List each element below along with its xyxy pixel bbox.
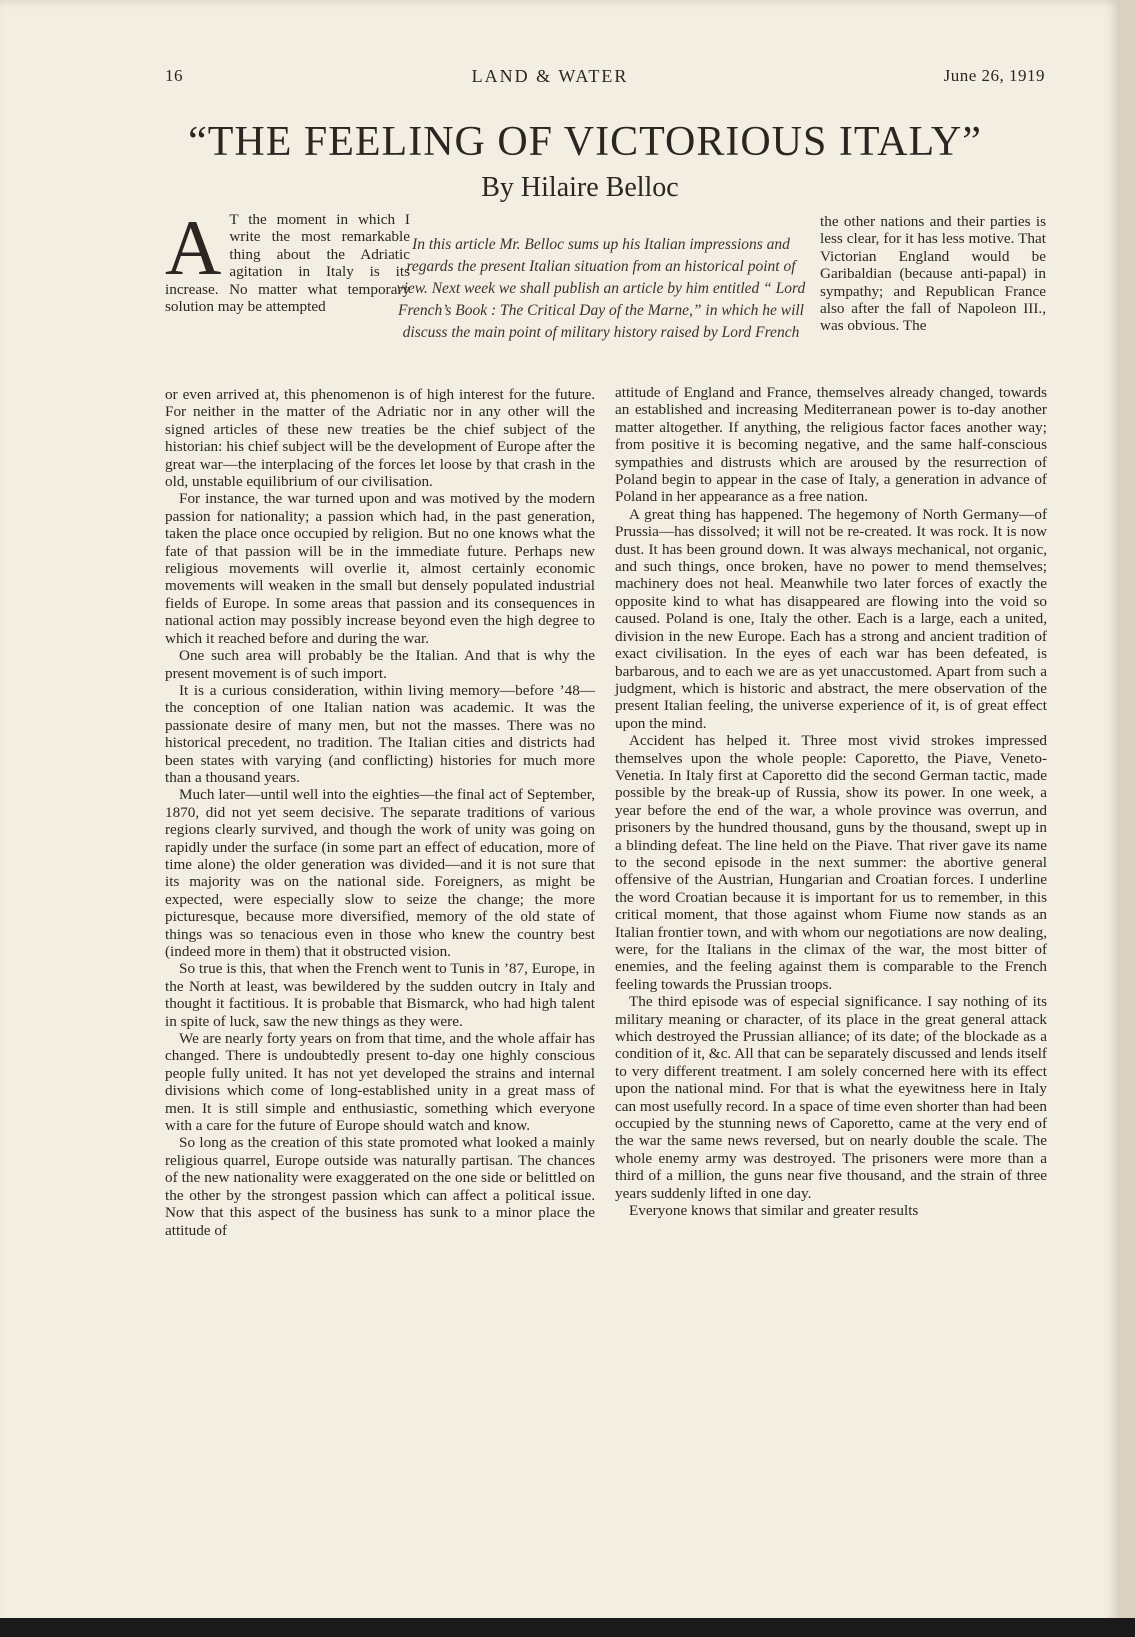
paragraph: Accident has helped it. Three most vivid strokes impressed themselves upon the whole people: Caporetto, the Piave, Veneto-Venetia. In Italy first at Caporetto did the second German tactic, made possible by the break-up of Russia, show its power. In one week, a year before the end of the war, a whole province was overrun, and prisoners by the hundred thousand, guns by the thousand, swept up in a blinding defeat. The line held on the Piave. That river gave its name to the second episode in the next summer: the abortive general offensive of the Austrian, Hungarian and Croatian forces. I underline the word Croatian because it is important for us to remember, in this critical moment, that those against whom Fiume now stands as an Italian frontier town, and with whom our negotiations are now dealing, were, for the Italians in the climax of the war, the most bitter of enemies, and the feeling against them is comparable to the French feeling towards the Prussian troops.: [615, 732, 1047, 993]
right-column: [615, 384, 1047, 1220]
intro-right-text: the other nations and their parties is less clear, for it has less motive. That Victorian England would be Garibaldian (because anti-papal) in sympathy; and Republican France also after the fall of Napoleon III., was obvious. The: [820, 213, 1046, 335]
paragraph: We are nearly forty years on from that time, and the whole affair has changed. There is undoubtedly present to-day one highly conscious people fully united. It has not yet developed the strains and internal divisions which come of long-established unity in a great mass of men. It is still simple and enthusiastic, something which everyone with a care for the future of Europe should watch and know.: [165, 1030, 595, 1135]
paragraph: Everyone knows that similar and greater results: [629, 1202, 919, 1220]
page-edge: [1120, 0, 1135, 1637]
page-number: 16: [165, 66, 183, 85]
paragraph: So true is this, that when the French went to Tunis in ’87, Europe, in the North at least, was bewildered by the sudden outcry in Italy and thought it factitious. It is probable that Bismarck, who had high talent in spite of luck, saw the new things as they were.: [165, 960, 595, 1030]
paragraph: For instance, the war turned upon and was motived by the modern passion for nationality; a passion which had, in the past generation, taken the place once occupied by religion. But no one knows what the fate of that passion will be in the immediate future. Perhaps new religious movements will overlie it, almost certainly economic movements will weaken in the small but densely populated industrial fields of Europe. In some areas that passion and its consequences in national action may possibly increase beyond even the high degree to which it reached before and during the war.: [165, 490, 595, 647]
paragraph: or even arrived at, this phenomenon is of high interest for the future. For neither in the matter of the Adriatic nor in any other will the signed articles of these new treaties be the chief subject of the historian: his chief subject will be the development of Europe after the great war—the interplacing of the forces let loose by that crash in the old, unstable equilibrium of our civilisation.: [165, 386, 595, 491]
article-byline: By Hilaire Belloc: [481, 172, 679, 203]
paragraph: It is a curious consideration, within living memory—before ’48—the conception of one Italian nation was academic. It was the passionate desire of many men, but not the masses. There was no historical precedent, no tradition. The Italian cities and districts had been states with varying (and conflicting) histories for much more than a thousand years.: [165, 681, 595, 786]
paragraph: One such area will probably be the Italian. And that is why the present movement is of such import.: [165, 647, 595, 682]
editor-summary: In this article Mr. Belloc sums up his Italian impressions and regards the present Italian situation from an historical point of view. Next week we shall publish an article by him entitled “ Lord French’s Book : The Critical Day of the Marne,” in which he will discuss the main point of military history raised by Lord French: [396, 236, 806, 341]
paragraph: A great thing has happened. The hegemony of North Germany—of Prussia—has dissolved; it will not be re-created. It was rock. It is now dust. It has been ground down. It was always mechanical, not organic, and such things, once broken, have no power to mend themselves; machinery does not heal. Meanwhile two later forces of exactly the opposite kind to what has disappeared are flowing into the void so caused. Poland is one, Italy the other. Each is a large, each a united, division in the new Europe. Each has a strong and ancient tradition of exact civilisation. In the eyes of each war has been defeated, is barbarous, and to each we are as yet unaccustomed. Apart from such a judgment, which is historic and abstract, the mere observation of the present Italian feeling, the universe experience of it, is of great effect upon the mind.: [615, 505, 1047, 732]
running-head: [0, 66, 1135, 90]
paragraph: attitude of England and France, themselves already changed, towards an established and increasing Mediterranean power is to-day another matter altogether. If anything, the religious factor faces another way; from positive it is becoming negative, and the same half-conscious sympathies and distrusts which are aroused by the resurrection of Poland begin to appear in the case of Italy, a generation in advance of Poland in her appearance as a free nation.: [615, 384, 1047, 506]
intro-paragraph: [165, 204, 410, 316]
paragraph: So long as the creation of this state promoted what looked a mainly religious quarrel, Europe outside was naturally partisan. The chances of the new nationality were exaggerated on the one side or belittled on the other by the strongest passion which can affect a political issue. Now that this aspect of the business has sunk to a minor place the attitude of: [165, 1134, 595, 1239]
paragraph: The third episode was of especial significance. I say nothing of its military meaning or character, of its place in the great general attack which destroyed the Prussian alliance; of its date; of the blockade as a condition of it, &c. All that can be separately discussed and lends itself to very different treatment. I am solely concerned here with its effect upon the national mind. For that is what the eyewitness here in Italy can most usefully record. In a space of time even shorter than had been occupied by the stunning news of Caporetto, came at the very end of the war the same news reversed, but on nearly double the scale. The whole enemy army was destroyed. The prisoners were more than a third of a million, the guns near five thousand, and the strain of three years suddenly lifted in one day.: [615, 993, 1047, 1202]
paragraph: Much later—until well into the eighties—the final act of September, 1870, did not yet seem decisive. The separate traditions of various regions clearly survived, and though the work of unity was going on rapidly under the surface (in some part an effect of education, more of time alone) the older generation was divided—and it is not sure that its majority was on the national side. Foreigners, as might be expected, were especially slow to seize the change; the more picturesque, because more diversified, memory of the old state of things was so tenacious even in those who knew the country best (indeed more in them) that it obstructed vision.: [165, 786, 595, 960]
drop-cap: A: [165, 204, 222, 291]
magazine-name: LAND & WATER: [471, 66, 629, 86]
left-column: [165, 386, 595, 1239]
article-title: “THE FEELING OF VICTORIOUS ITALY”: [188, 119, 982, 165]
scan-border: [0, 1618, 1135, 1637]
issue-date: June 26, 1919: [943, 66, 1045, 85]
intro-text: T the moment in which I write the most remarkable thing about the Adriatic agitation in Italy is its increase. No matter what temporary solution may be attempted: [165, 211, 410, 316]
